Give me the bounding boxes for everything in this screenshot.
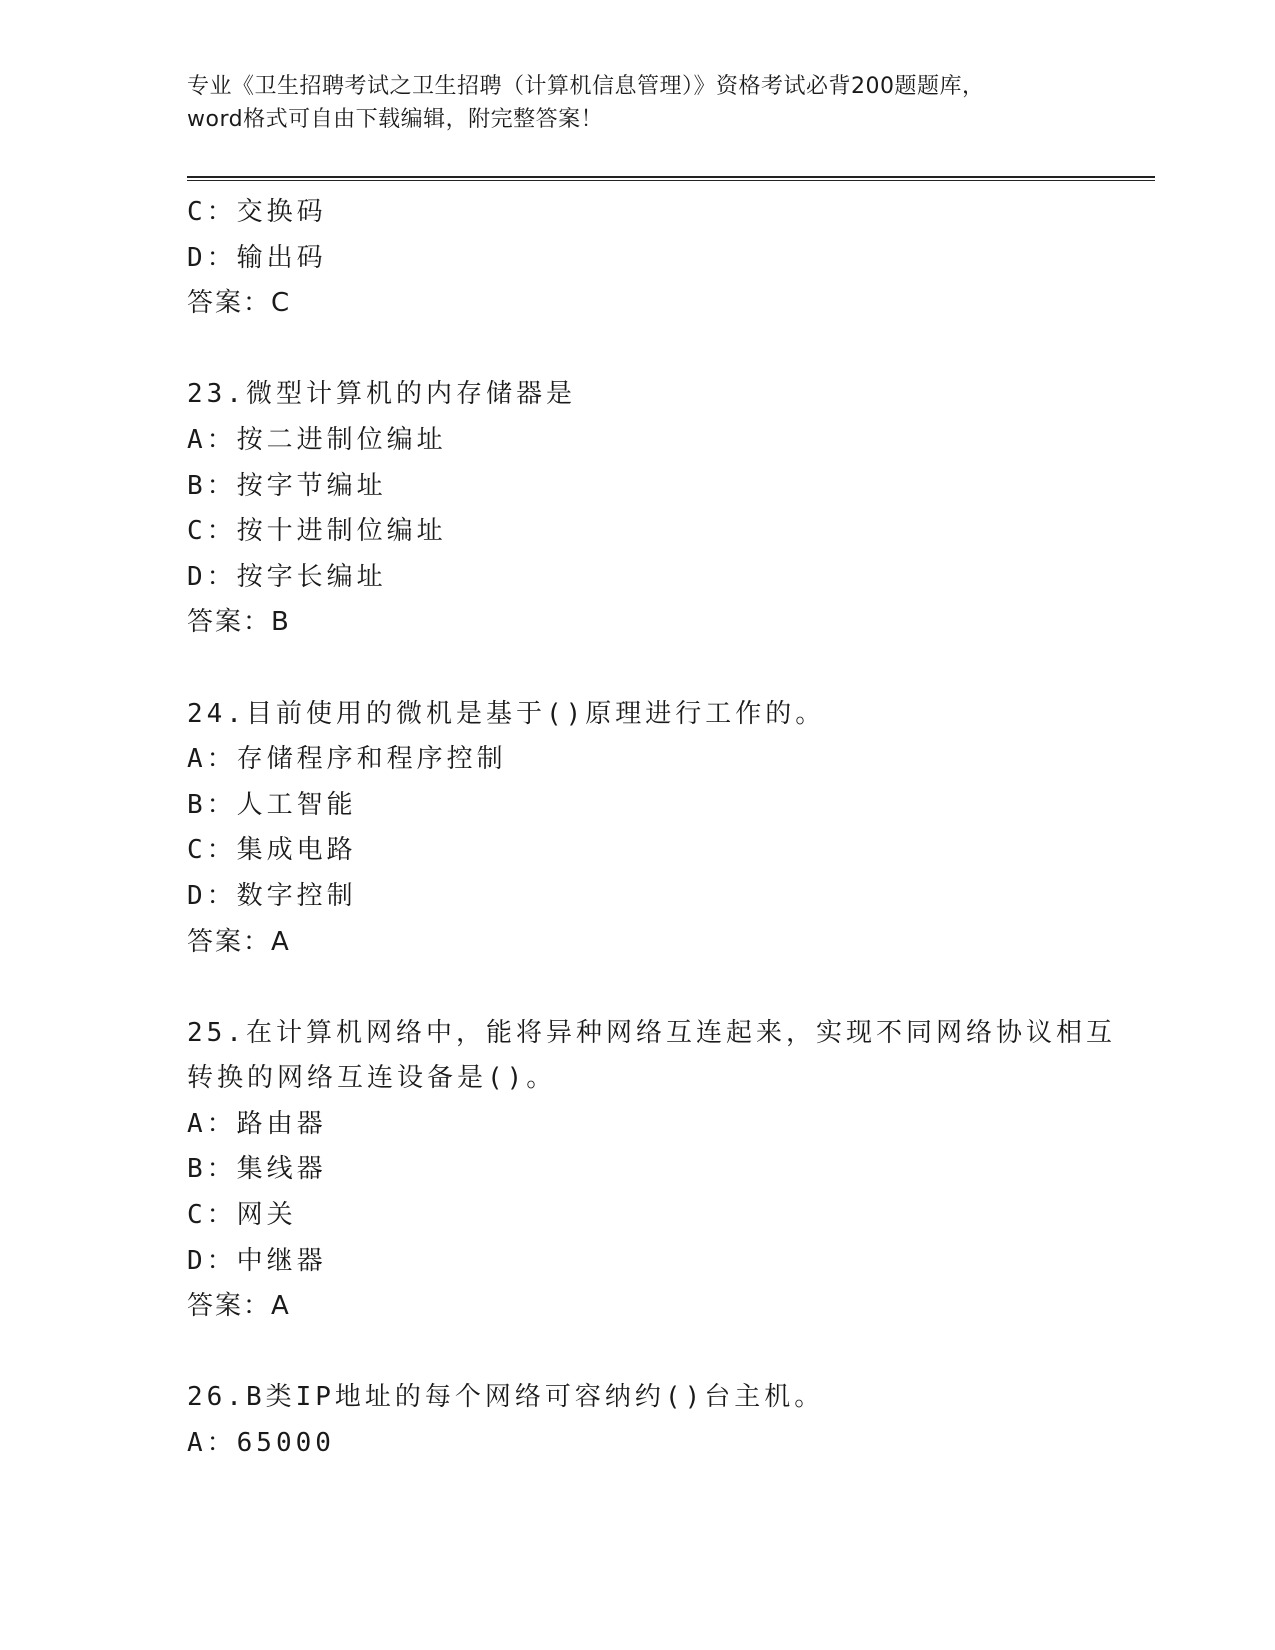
option-b: B：人工智能: [187, 789, 357, 820]
option-c: C：集成电路: [187, 835, 357, 866]
answer: 答案：A: [187, 926, 291, 957]
option-c: C：按十进制位编址: [187, 516, 447, 547]
option-c: C：网关: [187, 1200, 297, 1231]
page-header: [187, 70, 1087, 136]
spacer: [187, 646, 1087, 692]
question-stem-line-1: 25.在计算机网络中，能将异种网络互连起来，实现不同网络协议相互: [187, 1017, 1116, 1048]
header-line-2: word格式可自由下载编辑，附完整答案！: [187, 107, 604, 132]
option-b: B：集线器: [187, 1154, 327, 1185]
answer: 答案：A: [187, 1291, 291, 1322]
question-25: [187, 1011, 1116, 1330]
question-stem: 24.目前使用的微机是基于()原理进行工作的。: [187, 698, 826, 729]
header-divider: [187, 176, 1155, 181]
option-a: A：存储程序和程序控制: [187, 744, 507, 775]
option-b: B：按字节编址: [187, 470, 387, 501]
spacer: [187, 327, 1087, 373]
question-stem: 23.微型计算机的内存储器是: [187, 379, 576, 410]
option-d: D：数字控制: [187, 880, 357, 911]
question-stem: 26.B类IP地址的每个网络可容纳约()台主机。: [187, 1382, 825, 1413]
spacer: [187, 1330, 1087, 1376]
document-body: [187, 190, 1116, 1467]
option-d: D：按字长编址: [187, 561, 387, 592]
question-22-tail: [187, 190, 1087, 327]
question-23: [187, 372, 1087, 646]
answer: 答案：B: [187, 607, 291, 638]
option-c: C：交换码: [187, 197, 327, 227]
header-line-1: 专业《卫生招聘考试之卫生招聘（计算机信息管理）》资格考试必背200题题库，: [187, 74, 985, 99]
option-a: A：按二进制位编址: [187, 424, 447, 455]
answer: 答案：C: [187, 288, 292, 319]
option-d: D：输出码: [187, 242, 327, 273]
question-24: [187, 692, 1087, 966]
option-a: A：路由器: [187, 1108, 327, 1139]
spacer: [187, 965, 1087, 1011]
option-a: A：65000: [187, 1428, 335, 1459]
option-d: D：中继器: [187, 1245, 327, 1276]
question-26: [187, 1375, 1087, 1466]
question-stem-line-2: 转换的网络互连设备是()。: [187, 1063, 557, 1094]
